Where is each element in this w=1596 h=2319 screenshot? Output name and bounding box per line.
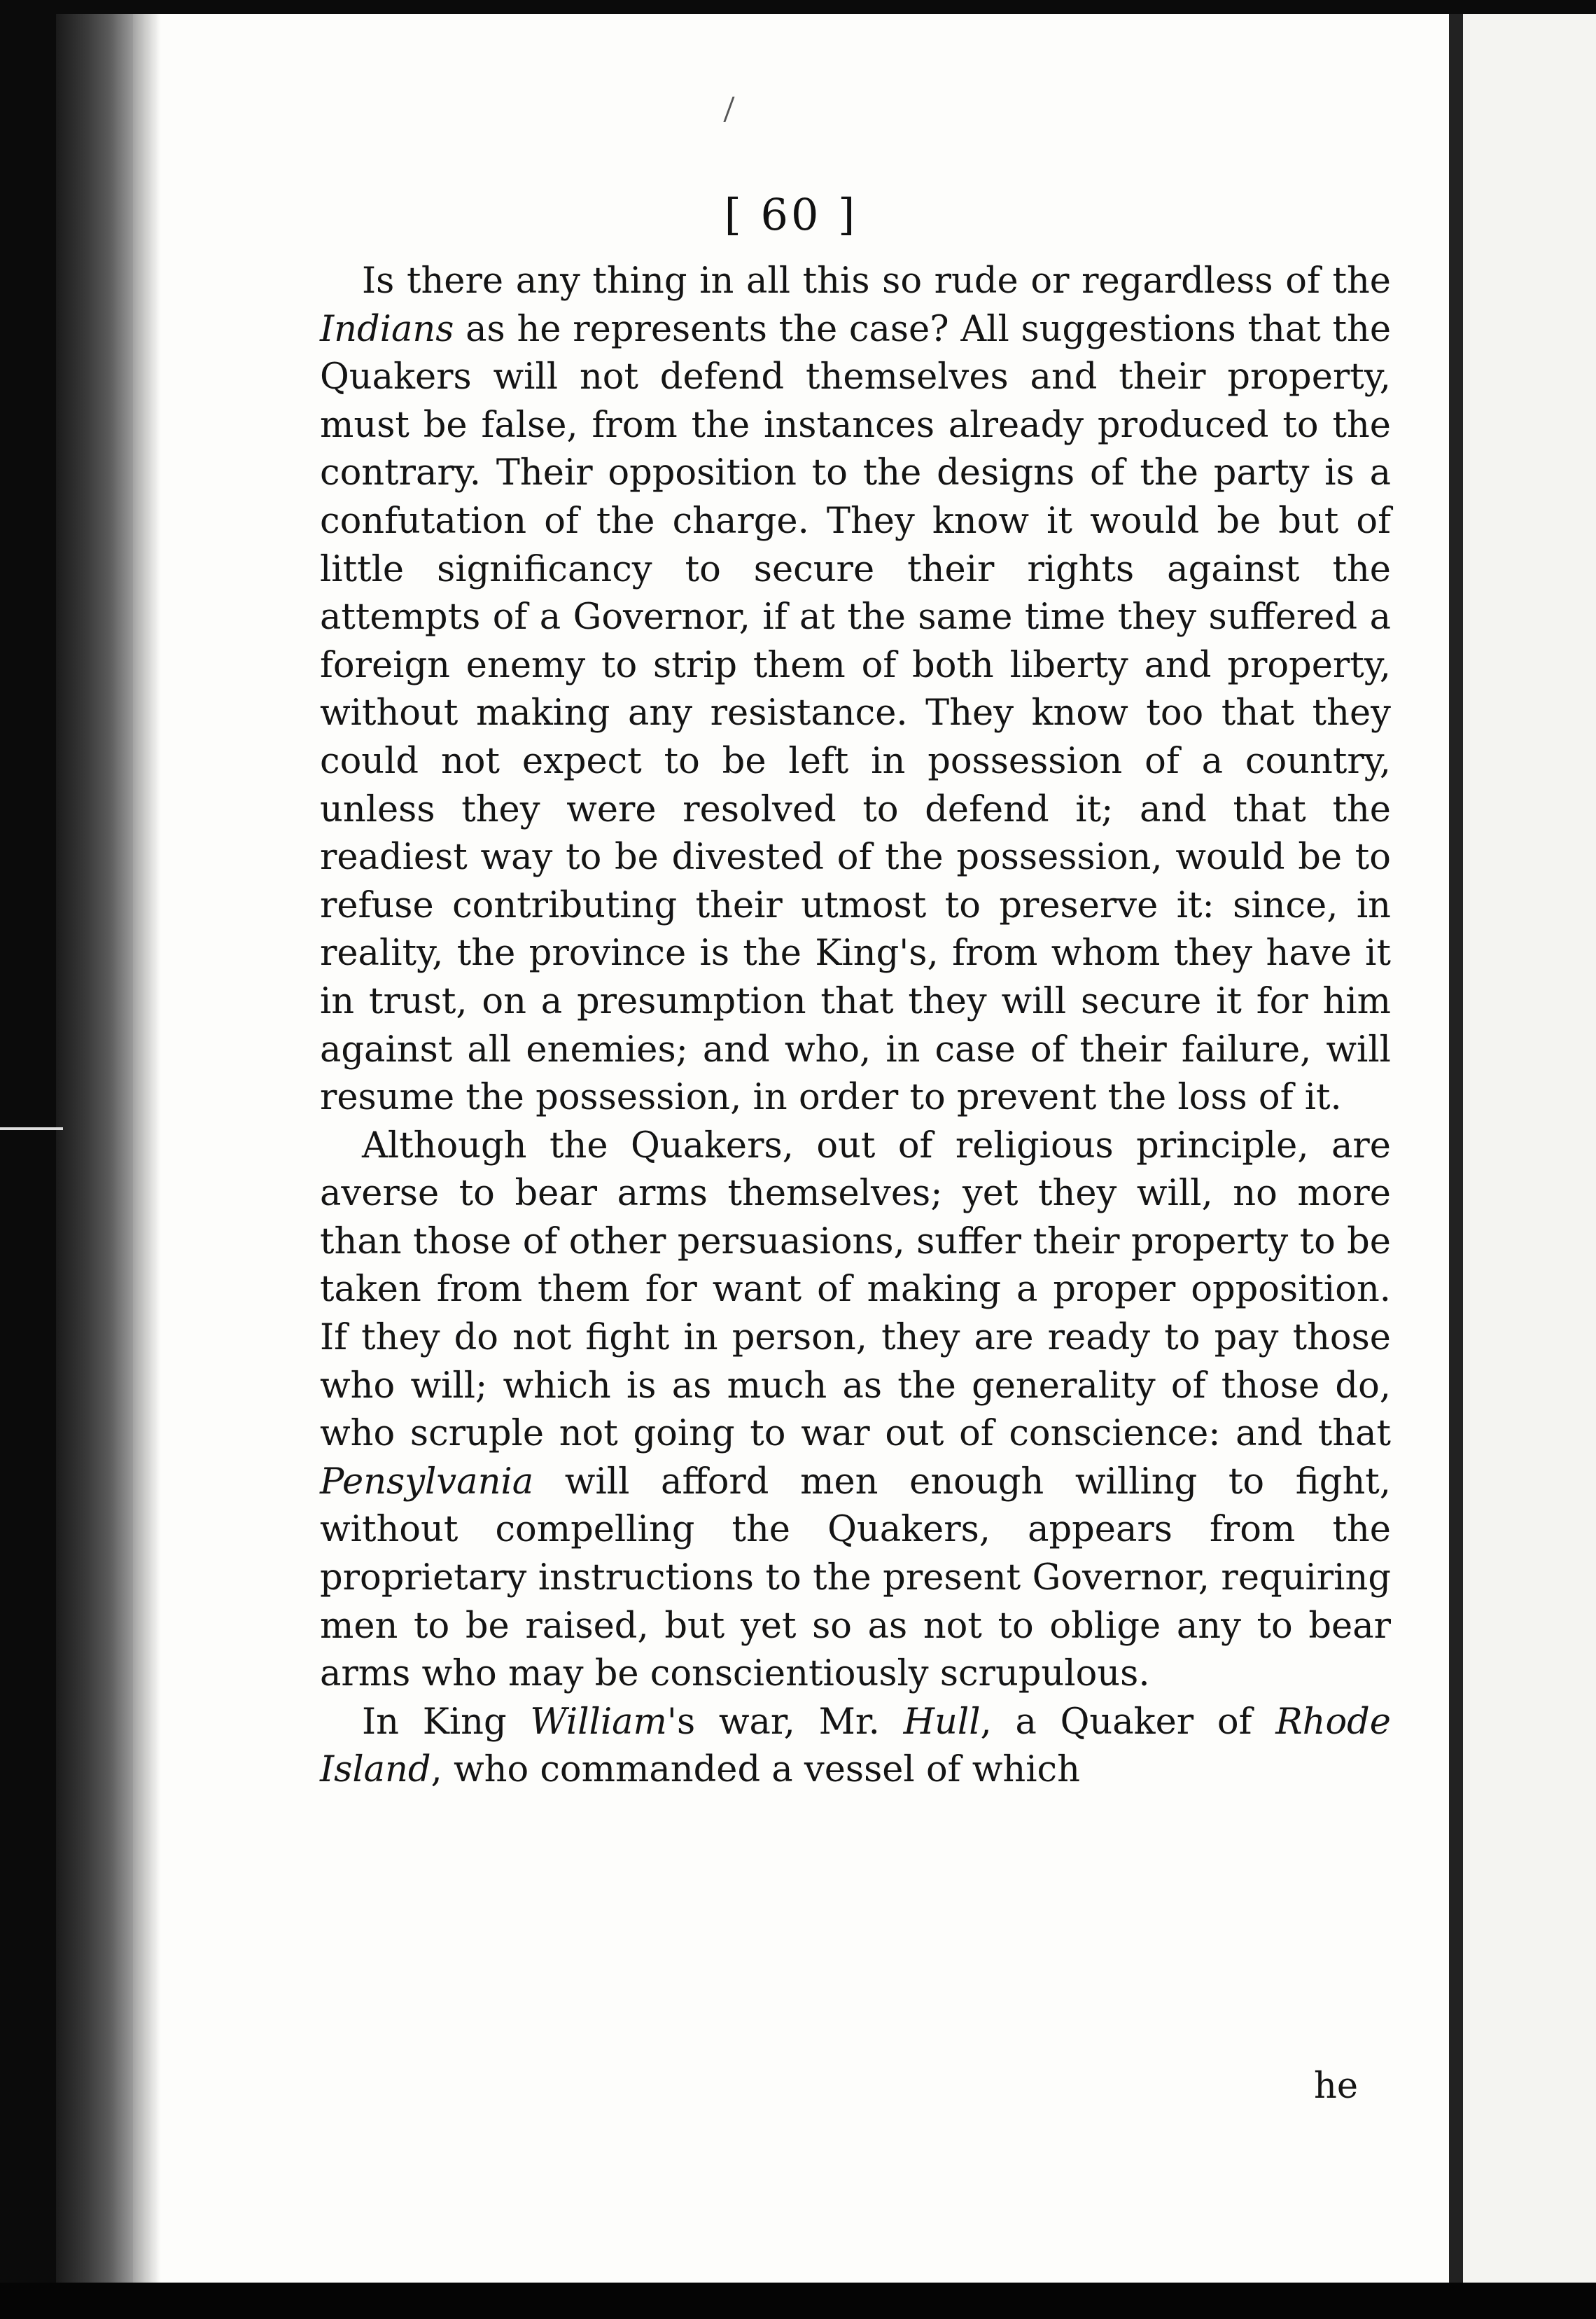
italic-text: Pensylvania (320, 1461, 534, 1503)
scan-bottom-band (0, 2283, 1596, 2319)
paragraph (320, 258, 1391, 1122)
italic-text: Indians (320, 308, 454, 350)
catchword: he (1313, 2066, 1358, 2107)
text-run: Is there any thing in all this so rude or regardless of the (362, 260, 1391, 302)
book-spine-edge (56, 14, 133, 2297)
book-page (133, 14, 1449, 2283)
italic-text: Hull (903, 1701, 981, 1743)
text-run: Although the Quakers, out of religious principle, are averse to bear arms themselves; yet they will, no more than those of other persuasions, suffer their property to be taken from them for want of making a proper opposition. If they do not fight in person, they are ready to pay those who will; which is as much as the generality of those do, who scruple not going to war out of conscience: and that (320, 1124, 1391, 1455)
italic-text: Rhode Island (320, 1701, 1391, 1791)
text-run: will afford men enough willing to fight, without compelling the Quakers, appears from the proprietary instructions to the present Governor, requiring men to be raised, but yet so as not to oblige any to bear arms who may be conscientiously scrupulous. (320, 1461, 1391, 1695)
text-run: 's war, Mr. (666, 1701, 904, 1743)
text-run: , a Quaker of (980, 1701, 1276, 1743)
facing-page (1463, 14, 1596, 2283)
paragraph (320, 1122, 1391, 1699)
stray-ink-mark (723, 97, 746, 122)
paragraph (320, 1699, 1391, 1795)
margin-tick-mark (0, 1127, 63, 1130)
gutter-shadow (1449, 14, 1463, 2283)
page-shadow (133, 14, 161, 2283)
italic-text: William (530, 1701, 667, 1743)
text-run: , who commanded a vessel of which (430, 1749, 1080, 1791)
text-run: as he represents the case? All suggestions that the Quakers will not defend themselves and their property, must be false, from the instances already produced to the contrary. Their opposition to the designs of the party is a confutation of the charge. They know it would be but of little significancy to secure their rights against the attempts of a Governor, if at the same time they suffered a foreign enemy to strip them of both liberty and property, without making any resistance. They know too that they could not expect to be left in possession of a country, unless they were resolved to defend it; and that the readiest way to be divested of the possession, would be to refuse contributing their utmost to preserve it: since, in reality, the province is the King's, from whom they have it in trust, on a presumption that they will secure it for him against all enemies; and who, in case of their failure, will resume the possession, in order to prevent the loss of it. (320, 308, 1391, 1119)
page-number: [ 60 ] (724, 189, 858, 240)
text-run: In King (362, 1701, 531, 1743)
body-text (320, 258, 1391, 1795)
